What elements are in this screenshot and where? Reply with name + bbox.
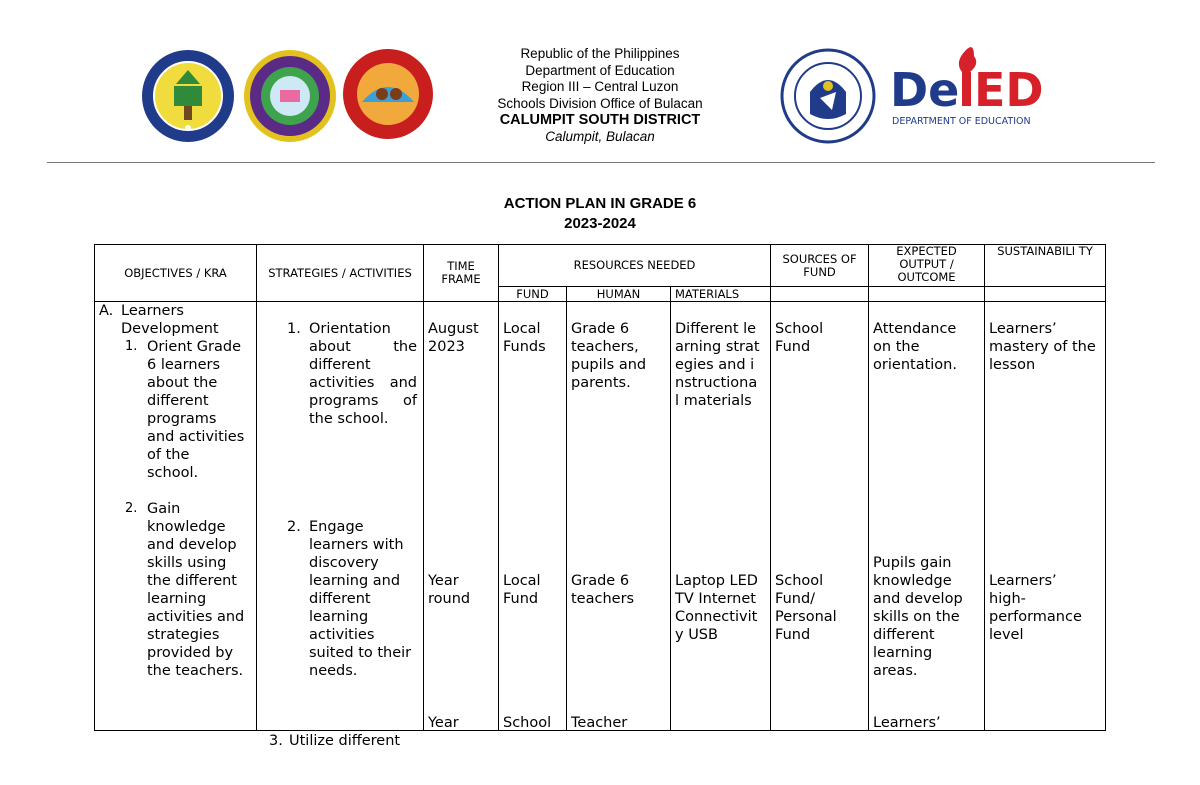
header-expected-sub: [869, 287, 985, 302]
header-objectives: OBJECTIVES / KRA: [95, 245, 257, 302]
calumpang-elementary-school-seal: [140, 48, 236, 144]
header-sources: SOURCES OF FUND: [771, 245, 869, 287]
time-frame-cell: [424, 302, 499, 731]
header-fund: FUND: [499, 287, 567, 302]
deped-seal: [780, 48, 876, 144]
kra-letter: A.: [99, 303, 114, 319]
letterhead: [440, 46, 760, 145]
sustainability-cell: [985, 302, 1106, 731]
objective-2-text: Gain knowledge and develop skills using the different learning activities and strategies provided by the teachers.: [147, 501, 245, 679]
materials-2: Laptop LED TV Internet Connectivity USB: [675, 573, 758, 643]
letterhead-line-3: Region III – Central Luzon: [521, 79, 679, 94]
strategies-cell: [257, 302, 424, 749]
materials-cell: [671, 302, 771, 731]
header-time-frame: TIME FRAME: [424, 245, 499, 302]
header-expected: EXPECTED OUTPUT / OUTCOME: [869, 245, 985, 287]
human-3: Teacher: [571, 715, 628, 731]
header-sources-sub: [771, 287, 869, 302]
header-resources: RESOURCES NEEDED: [499, 245, 771, 287]
letterhead-line-4: Schools Division Office of Bulacan: [497, 95, 703, 111]
human-2: Grade 6 teachers: [571, 573, 635, 607]
action-plan-table: [94, 244, 1106, 749]
fund-3: School: [503, 715, 552, 731]
header-sustainability-sub: [985, 287, 1106, 302]
header-materials: MATERIALS: [671, 287, 771, 302]
header-divider: [47, 162, 1155, 163]
time-frame-1: August 2023: [428, 321, 479, 355]
expected-1: Attendance on the orientation.: [873, 321, 957, 373]
division-of-bulacan-seal: [342, 48, 434, 140]
fund-cell: [499, 302, 567, 731]
strategy-3-num: 3.: [269, 733, 283, 749]
strategy-2-text: Engage learners with discovery learning and different learning activities suited to their needs.: [309, 519, 412, 679]
strategy-3-text: Utilize different: [289, 733, 401, 749]
materials-1: Different learning strategies and instructional materials: [675, 321, 760, 409]
header-strategies: STRATEGIES / ACTIVITIES: [257, 245, 424, 302]
deped-wordmark-ed: ED: [974, 63, 1044, 117]
deped-wordmark-logo: [888, 42, 1058, 126]
sources-cell: [771, 302, 869, 731]
header-human: HUMAN: [567, 287, 671, 302]
human-cell: [567, 302, 671, 731]
strategy-1-num: 1.: [287, 321, 301, 337]
objective-1-num: 1.: [125, 339, 138, 354]
time-frame-3: Year: [428, 715, 459, 731]
strategy-1-text: Orientation about the different activities and programs of the school.: [309, 321, 417, 427]
plan-title: ACTION PLAN IN GRADE 6: [503, 195, 697, 212]
strategy-2-num: 2.: [287, 519, 301, 535]
kra-title: Learners Development: [121, 303, 219, 337]
objectives-cell: [95, 302, 257, 731]
human-1: Grade 6 teachers, pupils and parents.: [571, 321, 647, 391]
sustainability-1: Learners’ mastery of the lesson: [989, 321, 1096, 373]
expected-cell: [869, 302, 985, 731]
town-name: Calumpit, Bulacan: [545, 128, 655, 144]
school-anniversary-seal: [242, 48, 338, 144]
expected-2: Pupils gain knowledge and develop skills on the different learning areas.: [873, 555, 963, 679]
plan-year: 2023-2024: [564, 215, 636, 232]
objective-2-num: 2.: [125, 501, 138, 516]
expected-3: Learners’: [873, 715, 941, 731]
sources-1: School Fund: [775, 321, 824, 355]
sustainability-2: Learners’ high-performance level: [989, 573, 1082, 643]
deped-wordmark-sub: DEPARTMENT OF EDUCATION: [892, 116, 1031, 126]
sources-2: School Fund/ Personal Fund: [775, 573, 837, 643]
district-name: CALUMPIT SOUTH DISTRICT: [499, 112, 701, 128]
letterhead-line-1: Republic of the Philippines: [520, 46, 680, 61]
objective-1-text: Orient Grade 6 learners about the different programs and activities of the school.: [147, 339, 245, 481]
fund-1: Local Funds: [503, 321, 546, 355]
deped-wordmark-de: De: [890, 63, 960, 117]
time-frame-2: Year round: [428, 573, 471, 607]
header-sustainability: SUSTAINABILI TY: [985, 245, 1106, 287]
letterhead-line-2: Department of Education: [525, 62, 675, 78]
fund-2: Local Fund: [503, 573, 541, 607]
